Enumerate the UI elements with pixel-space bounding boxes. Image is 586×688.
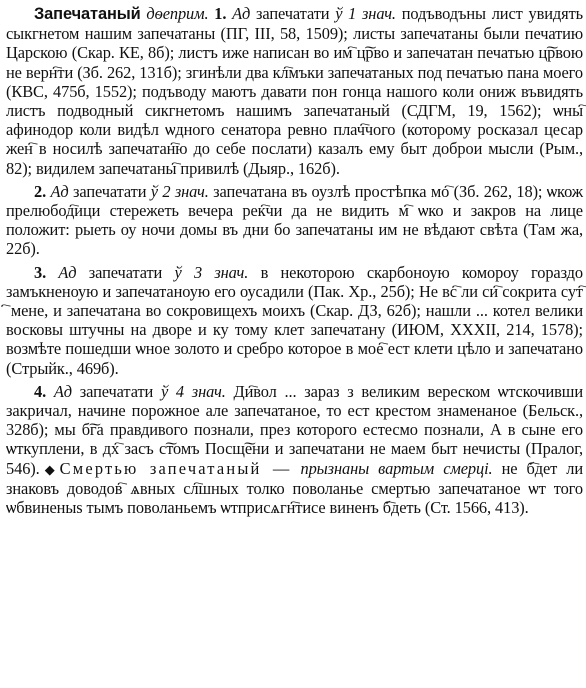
sense-number: 3.: [34, 262, 47, 282]
sense-number: 2.: [34, 181, 47, 201]
sense-body: подъводъны лист увидять сыкгнетом нашим запечатаны (ПГ, III, 58, 1509); листы запечатаны были печатию Царскою (Скар. КЕ, 8б); листъ иже написан во им҇ ц͠рво и запечатан печатью ц͠рвою не верн҇ти (Зб. 262, 131б); згинѣли два кл҇мъки запечатаных под печатью пана моего (КВС, 475б, 1552); подъводу маютъ давати пон гонца нашого коли ониж въвидять листъ подводный сикгнетомъ нашимъ запечатаный (СДГМ, 19, 1562); ѡны҇ афинодор коли видѣл ѡдного сенатора ревно плач҇чого (которому росказал цесар жен҇ в носилѣ запечатан҇ю до себе послати) казалъ ему быт доброи мысли (Рым., 82); видилем запечатаны҇ привилѣ (Дыяр., 162б).: [6, 4, 584, 178]
sense-definition-text: запечатати: [68, 181, 151, 201]
sense-definition-abbrev: Ад: [58, 262, 77, 282]
sense-body: Ди҇вол ... зараз з великим вереском ѡтскочивши закричал, начине порожное але запечатаное, то ест крестом знаменаное (Бельск., 328б); мы б͠га правдивого познали, през которого естесмо познали, А в сыне его ѡткуплени, в дх҇ засъ с͠томъ Посщ͠ени и запечатани не маем быт нечисты (Пралог, 546).: [6, 381, 583, 478]
sense-1-paragraph: [6, 4, 583, 178]
sense-3-paragraph: [6, 263, 583, 378]
sense-4-paragraph: [6, 382, 583, 517]
sense-definition-abbrev: Ад: [53, 381, 72, 401]
sense-definition-text: запечатати: [250, 4, 336, 23]
sense-reference: ў 3 знач.: [174, 262, 249, 282]
sense-body: в некоторою скарбоноую комороу гораздо замъкненоую и запечатаноую его оусадили (Пак. Хр., 25б); Не вс҇ ли си҇ сокрита сут҇ ҇ мене, и запечатана во сокровищехъ моихъ (Скар. ДЗ, 62б); нашли ... котел велики восковы штучны на дворе и ку тому клет запечатану (ИЮМ, XXXII, 214, 1578); возмѣте пошедши ѡное золото и сребро которое в мое҇ ест клети цѣло и запечатано (Стрыйк., 469б).: [6, 262, 584, 378]
sense-definition-abbrev: Ад: [232, 4, 251, 23]
sense-body: запечатана въ оузлѣ простѣпка мо҇ (Зб. 262, 18); ѡкож прелюбод҇ици стережеть вечера рек҇чи да не видить м҇ ѡко и закров на лице положит: рыеть оу ночи домы въ дни бо запечатаны им не вѣдают свѣта (Там жа, 22б).: [6, 181, 583, 259]
sense-reference: ў 1 знач.: [335, 4, 396, 23]
sense-number: 4.: [34, 381, 47, 401]
subentry-diamond-icon: ◆: [39, 461, 60, 477]
headword: Запечатаный: [34, 5, 141, 23]
sense-definition-abbrev: Ад: [50, 181, 69, 201]
sense-2-paragraph: [6, 182, 583, 259]
subentry-phrase: Смертью запечатаный —: [59, 458, 292, 478]
sense-reference: ў 2 знач.: [150, 181, 209, 201]
sense-definition-text: запечатати: [71, 381, 161, 401]
part-of-speech: дѳеприм.: [146, 4, 209, 23]
subentry-definition: прызнаны вартым смерці.: [291, 458, 493, 478]
sense-definition-text: запечатати: [76, 262, 175, 282]
sense-number: 1.: [214, 4, 227, 23]
subentry-body: не б҇дет ли знаковъ доводов҇ ѧвных сл҇шных толко поволанье смертью запечатаное ѡт того ѡбвиненыѕ тымъ поволаньемъ ѡтприсѧгн҇тисе виненъ б҇деть (Ст. 1566, 413).: [6, 458, 583, 518]
sense-reference: ў 4 знач.: [160, 381, 226, 401]
